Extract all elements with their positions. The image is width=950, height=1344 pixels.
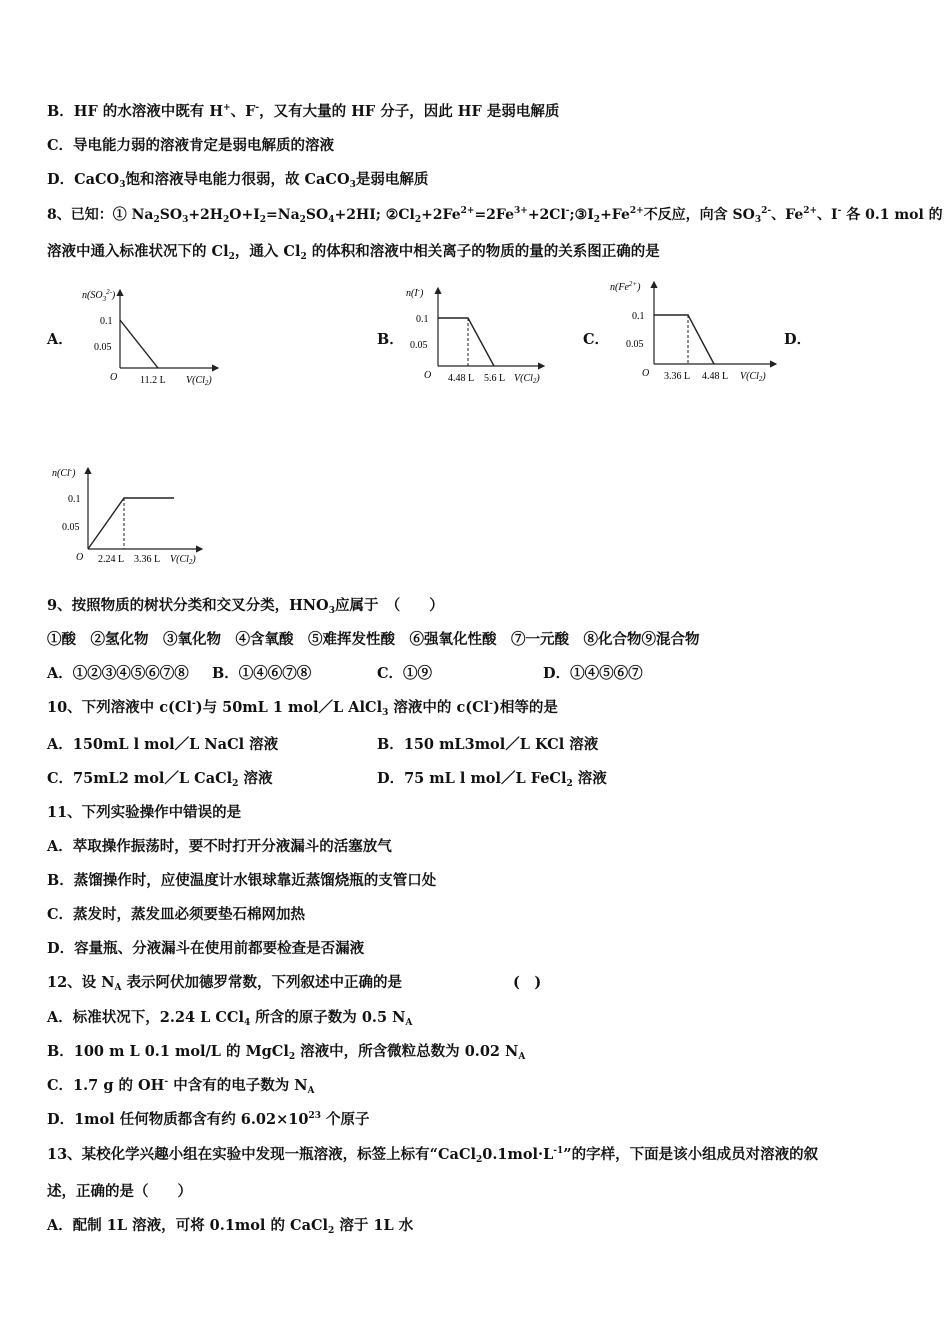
q10-option-b: B．150 mL3mol／L KCl 溶液 <box>377 736 599 753</box>
q13-stem-line2: 述，正确的是（ ） <box>47 1183 192 1200</box>
q12-option-a: A．标准状况下，2.24 L CCl$_4$ 所含的原子数为 0.5 $N_A$ <box>47 1009 413 1028</box>
q8-graph-c <box>608 276 783 388</box>
q12-option-d: D．1mol 任何物质都含有约 $6.02\times 10^{23}$ 个原子 <box>47 1111 370 1128</box>
y-tick-0.1: 0.1 <box>632 311 645 322</box>
q9-stem: 9、按照物质的树状分类和交叉分类，$HNO_3$应属于 （ ） <box>47 597 444 616</box>
q8-stem-line2: 溶液中通入标准状况下的 $Cl_2$，通入 $Cl_2$ 的体积和溶液中相关离子的物质的量的关系图正确的是 <box>47 243 660 262</box>
q9-option-d: D．①④⑤⑥⑦ <box>543 665 643 682</box>
origin-label: O <box>642 368 650 379</box>
x-tick-11.2: 11.2 L <box>140 375 166 386</box>
origin-label: O <box>76 552 84 563</box>
data-line <box>654 315 714 364</box>
data-line <box>438 318 494 366</box>
y-axis-label: $n(SO_3^{2-})$ <box>82 288 116 303</box>
q11-option-c: C．蒸发时，蒸发皿必须要垫石棉网加热 <box>47 906 306 923</box>
q10-option-a: A．150mL l mol／L NaCl 溶液 <box>47 736 279 753</box>
data-line <box>88 498 174 549</box>
q8-option-b-label: B． <box>377 331 404 348</box>
y-tick-0.1: 0.1 <box>416 314 429 325</box>
y-axis-label: n(Cl-) <box>52 466 76 479</box>
q9-option-c: C．①⑨ <box>377 665 433 682</box>
q9-option-b: B．①④⑥⑦⑧ <box>212 665 312 682</box>
q8-graph-d <box>48 460 213 575</box>
q13-stem-line1: 13、某校化学兴趣小组在实验中发现一瓶溶液，标签上标有“$CaCl_20.1mol\cdot L^{-1}$”的字样，下面是该小组成员对溶液的叙 <box>47 1146 819 1165</box>
data-line <box>120 320 158 368</box>
y-tick-0.05: 0.05 <box>410 340 428 351</box>
q7-option-b: B．HF 的水溶液中既有 H+、F-，又有大量的 HF 分子，因此 HF 是弱电解质 <box>47 103 560 120</box>
q8-graph-b <box>404 280 554 390</box>
x-tick-5.6: 5.6 L <box>484 373 506 384</box>
q12-option-c: C．1.7 g 的 OH- 中含有的电子数为 $N_A$ <box>47 1077 315 1096</box>
q7-option-d: D．CaCO$_3$饱和溶液导电能力很弱，故 CaCO$_3$是弱电解质 <box>47 171 429 190</box>
q11-option-a: A．萃取操作振荡时，要不时打开分液漏斗的活塞放气 <box>47 838 392 855</box>
x-axis-label: $V(Cl_2)$ <box>186 375 212 387</box>
q8-option-a-label: A． <box>47 331 73 348</box>
q13-option-a: A．配制 1L 溶液，可将 0.1mol 的 CaCl$_2$ 溶于 1L 水 <box>47 1217 414 1236</box>
q10-option-d: D．75 mL l mol／L FeCl$_2$ 溶液 <box>377 770 607 789</box>
q10-stem: 10、下列溶液中 c(Cl-)与 50mL 1 mol／L AlCl$_3$ 溶液中的 c(Cl-)相等的是 <box>47 699 558 718</box>
y-tick-0.1: 0.1 <box>100 316 113 327</box>
y-axis-label: $n(Fe^{2+})$ <box>610 280 641 293</box>
y-axis-label: n(I-) <box>406 286 424 299</box>
x-axis-label: $V(Cl_2)$ <box>514 373 540 385</box>
x-tick-4.48: 4.48 L <box>702 371 729 382</box>
y-tick-0.1: 0.1 <box>68 494 81 505</box>
q8-graph-a <box>78 282 228 392</box>
q11-option-d: D．容量瓶、分液漏斗在使用前都要检查是否漏液 <box>47 940 365 957</box>
q11-option-b: B．蒸馏操作时，应使温度计水银球靠近蒸馏烧瓶的支管口处 <box>47 872 437 889</box>
y-tick-0.05: 0.05 <box>62 522 80 533</box>
q12-option-b: B．100 m L 0.1 mol/L 的 MgCl$_2$ 溶液中，所含微粒总数为 0.02 $N_A$ <box>47 1043 526 1062</box>
q12-stem: 12、设 $N_A$ 表示阿伏加德罗常数，下列叙述中正确的是 <box>47 974 403 993</box>
x-tick-2.24: 2.24 L <box>98 554 125 565</box>
q9-items: ①酸 ②氢化物 ③氧化物 ④含氧酸 ⑤难挥发性酸 ⑥强氧化性酸 ⑦一元酸 ⑧化合物⑨混合物 <box>47 631 700 648</box>
x-tick-4.48: 4.48 L <box>448 373 475 384</box>
q10-option-c: C．75mL2 mol／L CaCl$_2$ 溶液 <box>47 770 273 789</box>
x-axis-label: $V(Cl_2)$ <box>740 371 766 383</box>
q8-stem-line1: 8、已知：① $Na_2SO_3+2H_2O+I_2=Na_2SO_4+2HI$; $②Cl_2+2Fe^{2+}=2Fe^{3+}+2Cl^-;③I_2+Fe^{2+}$不反应，向含 $SO_3^{2-}$、$Fe^{2+}$、I- 各 0.1 mol 的 <box>47 206 943 225</box>
x-axis-label: $V(Cl_2)$ <box>170 554 196 566</box>
q12-answer-paren: ( ) <box>513 974 542 991</box>
y-tick-0.05: 0.05 <box>94 342 112 353</box>
q11-stem: 11、下列实验操作中错误的是 <box>47 804 242 821</box>
q8-option-d-label: D． <box>784 331 812 348</box>
y-tick-0.05: 0.05 <box>626 339 644 350</box>
q7-option-c: C．导电能力弱的溶液肯定是弱电解质的溶液 <box>47 137 335 154</box>
origin-label: O <box>110 372 118 383</box>
x-tick-3.36: 3.36 L <box>664 371 691 382</box>
x-tick-3.36: 3.36 L <box>134 554 161 565</box>
origin-label: O <box>424 370 432 381</box>
q8-option-c-label: C． <box>583 331 610 348</box>
q9-option-a: A．①②③④⑤⑥⑦⑧ <box>47 665 189 682</box>
